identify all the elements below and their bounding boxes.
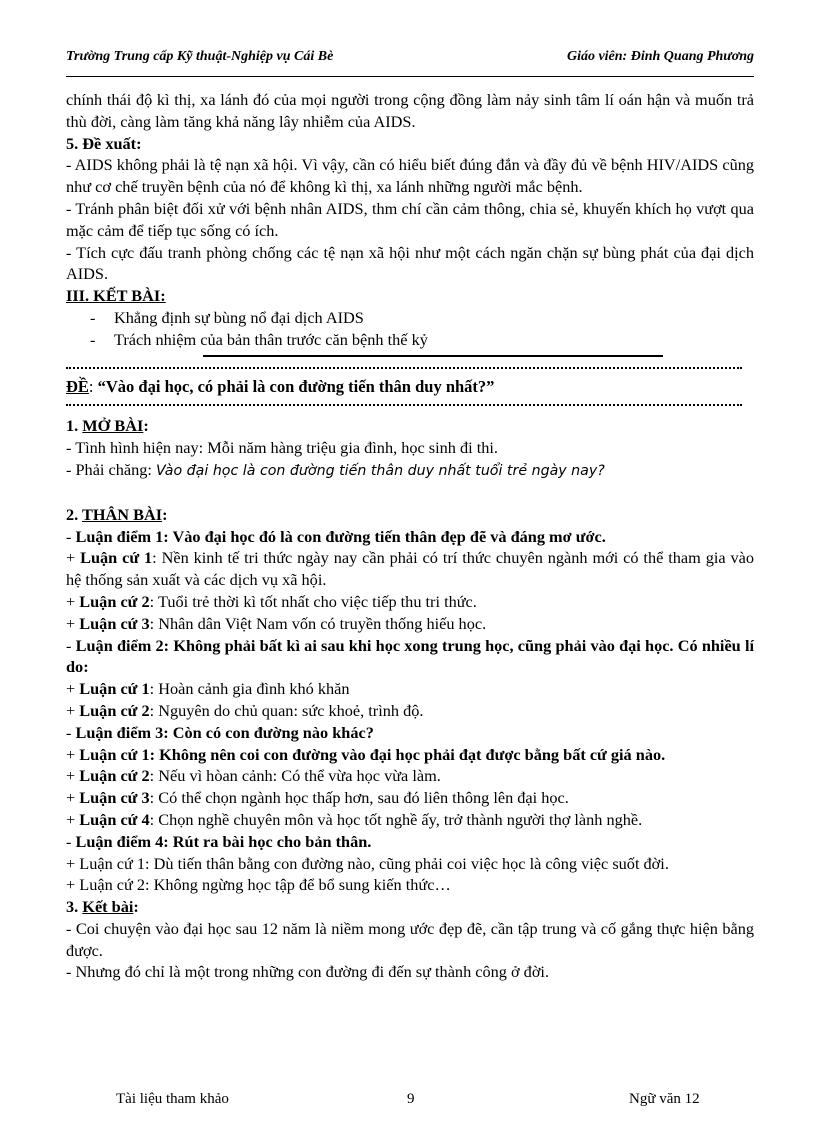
- intro-line-2: - Phải chăng: Vào đại học là con đường tiến thân duy nhất tuổi trẻ ngày nay?: [66, 459, 605, 479]
- end-line-2: - Nhưng đó chỉ là một trong những con đường đi đến sự thành công ở đời.: [66, 962, 550, 982]
- body-line: + Luận cứ 3: Có thể chọn ngành học thấp hơn, sau đó liên thông lên đại học.: [66, 788, 569, 808]
- body-line: + Luận cứ 1: Không nên coi con đường vào đại học phải đạt được bằng bất cứ giá nào.: [66, 744, 666, 764]
- footer-left: Tài liệu tham khảo: [116, 1091, 229, 1107]
- page-footer: [66, 1091, 754, 1113]
- body-line: - Luận điểm 4: Rút ra bài học cho bản thân.: [66, 831, 372, 851]
- body-line: + Luận cứ 3: Nhân dân Việt Nam vốn có truyền thống hiếu học.: [66, 613, 487, 633]
- header-teacher: Giáo viên: Đinh Quang Phương: [566, 49, 754, 64]
- dotted-separator: [66, 401, 742, 406]
- page-header: [66, 49, 754, 69]
- section-divider: [66, 351, 754, 362]
- dotted-separator: [66, 364, 742, 369]
- body-line: + Luận cứ 2: Nếu vì hòan cảnh: Có thể vừa học vừa làm.: [66, 766, 441, 786]
- list-item-text: Khẳng định sự bùng nổ đại dịch AIDS: [114, 307, 364, 327]
- list-item: - Khẳng định sự bùng nổ đại dịch AIDS: [90, 307, 364, 327]
- conclusion-heading: III. KẾT BÀI:: [66, 286, 166, 306]
- conclusion-list: [66, 307, 754, 351]
- body-line: - Luận điểm 1: Vào đại học đó là con đường tiến thân đẹp đẽ và đáng mơ ước.: [66, 526, 606, 546]
- body-line: + Luận cứ 1: Nền kinh tế tri thức ngày nay cần phải có trí thức chuyên ngành mới có thể tham gia vào hệ thống sản xuất và các dịch vụ xã hội.: [66, 548, 755, 590]
- body-lines: [66, 526, 754, 897]
- continued-paragraph: chính thái độ kì thị, xa lánh đó của mọi người trong cộng đồng làm nảy sinh tâm lí oán hận và muốn trả thù đời, càng làm tăng khả năng lây nhiễm của AIDS.: [66, 90, 754, 131]
- body-line: + Luận cứ 1: Hoàn cảnh gia đình khó khăn: [66, 679, 350, 699]
- page-content: [66, 89, 754, 983]
- intro-heading: 1. MỞ BÀI:: [66, 416, 149, 436]
- proposal-point-3: - Tích cực đấu tranh phòng chống các tệ nạn xã hội như một cách ngăn chặn sự bùng phát của đại dịch AIDS.: [66, 242, 754, 284]
- proposal-heading: 5. Đề xuất:: [66, 133, 142, 153]
- header-rule: [66, 76, 754, 77]
- intro-question: Vào đại học là con đường tiến thân duy nhất tuổi trẻ ngày nay?: [155, 462, 605, 479]
- body-line: + Luận cứ 1: Dù tiến thân bằng con đường nào, cũng phải coi việc học là công việc suốt đời.: [66, 853, 669, 873]
- page-number: 9: [407, 1091, 415, 1107]
- list-item-text: Trách nhiệm của bản thân trước căn bệnh thế kỷ: [114, 329, 428, 349]
- body-line: - Luận điểm 2: Không phải bất kì ai sau khi học xong trung học, cũng phải vào đại học. Có nhiều lí do:: [66, 635, 754, 677]
- body-heading: 2. THÂN BÀI:: [66, 504, 168, 524]
- topic-line: ĐỀ: “Vào đại học, có phải là con đường tiến thân duy nhất?”: [66, 376, 495, 396]
- end-line-1: - Coi chuyện vào đại học sau 12 năm là niềm mong ước đẹp đẽ, cần tập trung và cố gắng thực hiện bằng được.: [66, 918, 754, 960]
- intro-line-1: - Tình hình hiện nay: Mỗi năm hàng triệu gia đình, học sinh đi thi.: [66, 438, 499, 458]
- body-line: + Luận cứ 2: Nguyên do chủ quan: sức khoẻ, trình độ.: [66, 700, 424, 720]
- body-line: - Luận điểm 3: Còn có con đường nào khác?: [66, 722, 374, 742]
- header-school: Trường Trung cấp Kỹ thuật-Nghiệp vụ Cái Bè: [66, 49, 334, 64]
- body-line: + Luận cứ 2: Tuổi trẻ thời kì tốt nhất cho việc tiếp thu tri thức.: [66, 591, 477, 611]
- list-item: - Trách nhiệm của bản thân trước căn bệnh thế kỷ: [90, 329, 428, 349]
- topic-label: ĐỀ: [66, 376, 89, 396]
- footer-right: Ngữ văn 12: [629, 1091, 700, 1107]
- topic-question: “Vào đại học, có phải là con đường tiến thân duy nhất?”: [93, 376, 495, 396]
- proposal-point-2: - Tránh phân biệt đối xử với bệnh nhân AIDS, thm chí cần cảm thông, chia sẻ, khuyến khích họ vượt qua mặc cảm để tiếp tục sống có ích.: [66, 198, 754, 240]
- body-line: + Luận cứ 4: Chọn nghề chuyên môn và học tốt nghề ấy, trở thành người thợ lành nghề.: [66, 809, 643, 829]
- body-line: + Luận cứ 2: Không ngừng học tập để bổ sung kiến thức…: [66, 875, 451, 895]
- end-heading: 3. Kết bài:: [66, 897, 139, 917]
- proposal-point-1: - AIDS không phải là tệ nạn xã hội. Vì vậy, cần có hiểu biết đúng đắn và đầy đủ về bệnh HIV/AIDS cũng như cơ chế truyền bệnh của nó để không kì thị, xa lánh những người mắc bệnh.: [66, 155, 754, 197]
